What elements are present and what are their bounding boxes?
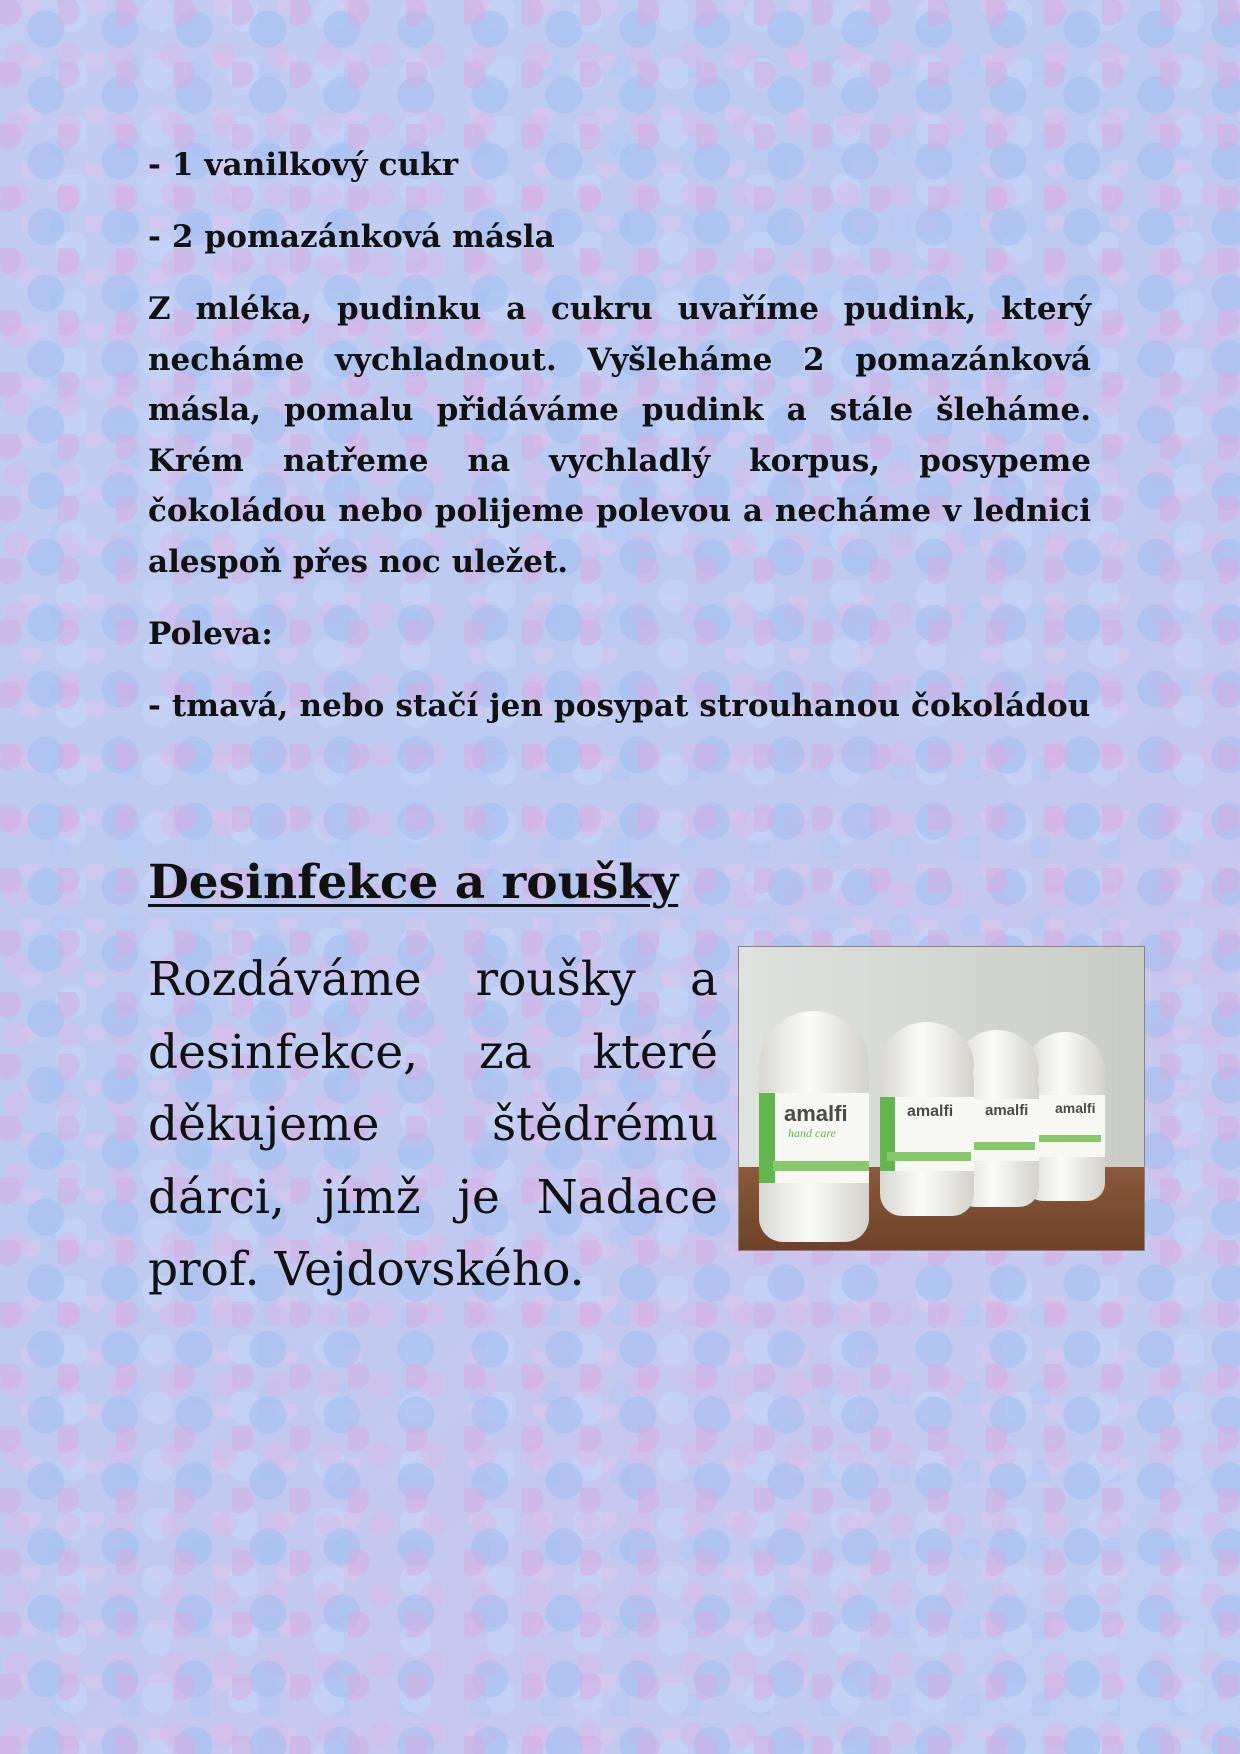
recipe-section (148, 140, 1091, 731)
bottle-1 (759, 1011, 869, 1242)
topping-label: Poleva: (148, 616, 273, 652)
bottle-2 (880, 1022, 974, 1216)
bottle-2-brand: amalfi (907, 1103, 954, 1120)
bottle-1-brand: amalfi (784, 1101, 848, 1126)
disinfectant-photo (738, 946, 1145, 1251)
recipe-instructions: Z mléka, pudinku a cukru uvaříme pudink, který necháme vychladnout. Vyšleháme 2 pomazánková másla, pomalu přidáváme pudink a stále šleháme. Krém natřeme na vychladlý korpus, posypeme čokoládou nebo polijeme polevou a necháme v lednici alespoň přes noc uležet. (148, 291, 1091, 580)
topping-text: - tmavá, nebo stačí jen posypat strouhanou čokoládou (148, 688, 1091, 724)
ingredient-butter: - 2 pomazánková másla (148, 219, 555, 255)
section-title: Desinfekce a roušky (148, 855, 679, 910)
section-body: Rozdáváme roušky a desinfekce, za které děkujeme štědrému dárci, jímž je Nadace prof. Vejdovského. (148, 952, 718, 1297)
bottle-4-brand: amalfi (1055, 1100, 1096, 1116)
ingredient-vanilla-sugar: - 1 vanilkový cukr (148, 147, 459, 183)
disinfectant-bottles-image (739, 947, 1145, 1251)
bottle-1-subtext: hand care (788, 1126, 836, 1140)
bottle-3-brand: amalfi (985, 1102, 1029, 1119)
